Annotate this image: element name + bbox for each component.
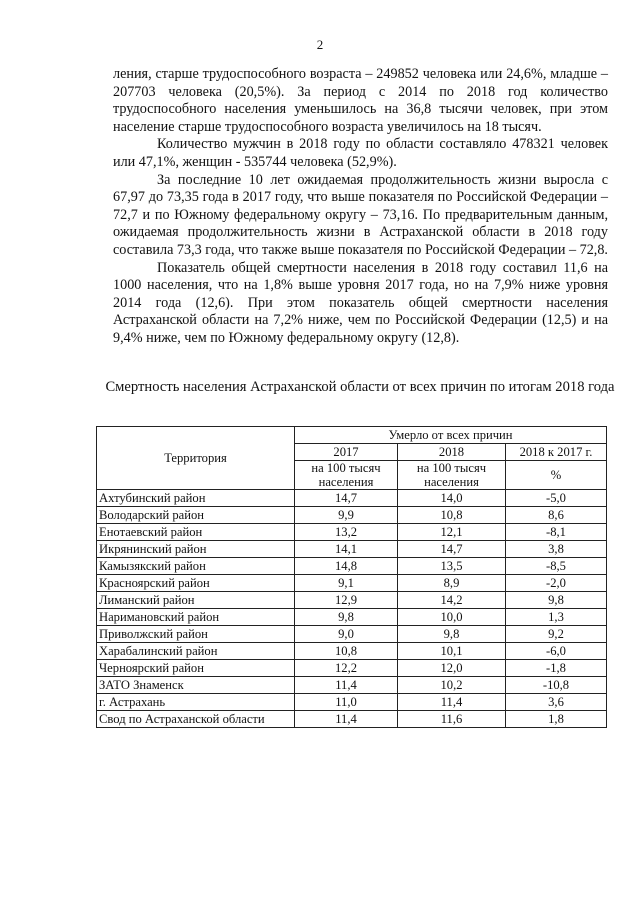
cell-2018: 12,1 <box>398 524 506 541</box>
table-row <box>97 660 607 677</box>
cell-pct: 1,8 <box>506 711 607 728</box>
cell-2017: 9,9 <box>295 507 398 524</box>
cell-territory: Енотаевский район <box>97 524 295 541</box>
cell-territory: Приволжский район <box>97 626 295 643</box>
cell-pct: -6,0 <box>506 643 607 660</box>
cell-pct: -8,5 <box>506 558 607 575</box>
table-row <box>97 711 607 728</box>
table-row <box>97 643 607 660</box>
cell-2018: 11,4 <box>398 694 506 711</box>
cell-2018: 10,2 <box>398 677 506 694</box>
table-row <box>97 609 607 626</box>
table-header-row <box>97 427 607 444</box>
table-row <box>97 524 607 541</box>
table-title: Смертность населения Астраханской области от всех причин по итогам 2018 года <box>105 379 615 395</box>
cell-pct: 1,3 <box>506 609 607 626</box>
cell-2017: 10,8 <box>295 643 398 660</box>
cell-2018: 9,8 <box>398 626 506 643</box>
header-2017: 2017 <box>295 444 398 461</box>
table-row <box>97 541 607 558</box>
cell-territory: г. Астрахань <box>97 694 295 711</box>
cell-pct: -5,0 <box>506 490 607 507</box>
cell-pct: -10,8 <box>506 677 607 694</box>
cell-pct: 3,8 <box>506 541 607 558</box>
table-row <box>97 507 607 524</box>
cell-territory: ЗАТО Знаменск <box>97 677 295 694</box>
paragraph: Количество мужчин в 2018 году по области составляло 478321 человек или 47,1%, женщин - 535744 человека (52,9%). <box>113 136 608 170</box>
cell-2018: 8,9 <box>398 575 506 592</box>
cell-2018: 14,7 <box>398 541 506 558</box>
cell-territory: Харабалинский район <box>97 643 295 660</box>
unit-2018: на 100 тысяч населения <box>398 461 506 490</box>
cell-2017: 9,0 <box>295 626 398 643</box>
cell-2017: 11,4 <box>295 711 398 728</box>
cell-2018: 10,0 <box>398 609 506 626</box>
cell-pct: 9,2 <box>506 626 607 643</box>
cell-territory: Лиманский район <box>97 592 295 609</box>
unit-2017: на 100 тысяч населения <box>295 461 398 490</box>
cell-2017: 13,2 <box>295 524 398 541</box>
cell-2017: 11,0 <box>295 694 398 711</box>
cell-territory: Володарский район <box>97 507 295 524</box>
cell-2018: 14,2 <box>398 592 506 609</box>
cell-pct: -1,8 <box>506 660 607 677</box>
cell-territory: Камызякский район <box>97 558 295 575</box>
cell-2017: 9,8 <box>295 609 398 626</box>
table-row <box>97 575 607 592</box>
cell-pct: 3,6 <box>506 694 607 711</box>
cell-territory: Свод по Астраханской области <box>97 711 295 728</box>
cell-2017: 12,9 <box>295 592 398 609</box>
table-row <box>97 558 607 575</box>
header-2018: 2018 <box>398 444 506 461</box>
mortality-table <box>96 426 607 728</box>
cell-2017: 11,4 <box>295 677 398 694</box>
table-row <box>97 592 607 609</box>
cell-pct: -8,1 <box>506 524 607 541</box>
table-row <box>97 677 607 694</box>
header-ratio: 2018 к 2017 г. <box>506 444 607 461</box>
cell-2018: 13,5 <box>398 558 506 575</box>
cell-2018: 10,1 <box>398 643 506 660</box>
cell-2017: 14,7 <box>295 490 398 507</box>
page-number: 2 <box>316 37 324 52</box>
cell-pct: -2,0 <box>506 575 607 592</box>
unit-ratio: % <box>506 461 607 490</box>
cell-pct: 8,6 <box>506 507 607 524</box>
cell-territory: Икрянинский район <box>97 541 295 558</box>
cell-2017: 14,8 <box>295 558 398 575</box>
cell-territory: Красноярский район <box>97 575 295 592</box>
paragraph: Показатель общей смертности населения в 2018 году составил 11,6 на 1000 населения, что на 1,8% выше уровня 2017 года, но на 7,9% ниже уровня 2014 года (12,6). При этом показатель общей смертности населения Астраханской области на 7,2% ниже, чем по Российской Федерации (12,5) и на 9,4% ниже, чем по Южному федеральному округу (12,8). <box>113 259 608 346</box>
cell-2017: 12,2 <box>295 660 398 677</box>
table-row <box>97 490 607 507</box>
table-row <box>97 626 607 643</box>
cell-2018: 10,8 <box>398 507 506 524</box>
table-row <box>97 694 607 711</box>
cell-territory: Черноярский район <box>97 660 295 677</box>
cell-2018: 14,0 <box>398 490 506 507</box>
paragraph: ления, старше трудоспособного возраста – 249852 человека или 24,6%, младше – 207703 человека (20,5%). За период с 2014 по 2018 год количество трудоспособного населения уменьшилось на 36,8 тысячи человек, при этом население старше трудоспособного возраста увеличилось на 18 тысяч. <box>113 66 608 135</box>
cell-territory: Ахтубинский район <box>97 490 295 507</box>
cell-pct: 9,8 <box>506 592 607 609</box>
body-text <box>113 66 608 348</box>
cell-2017: 14,1 <box>295 541 398 558</box>
cell-2017: 9,1 <box>295 575 398 592</box>
paragraph: За последние 10 лет ожидаемая продолжительность жизни выросла с 67,97 до 73,35 года в 2017 году, что выше показателя по Российской Федерации – 72,7 и по Южному федеральному округу – 73,16. По предварительным данным, ожидаемая продолжительность жизни в Астраханской области в 2018 году составила 73,3 года, что также выше показателя по Российской Федерации – 72,8. <box>113 171 608 258</box>
header-group: Умерло от всех причин <box>295 427 607 444</box>
cell-2018: 11,6 <box>398 711 506 728</box>
header-territory: Территория <box>97 427 295 490</box>
cell-territory: Наримановский район <box>97 609 295 626</box>
cell-2018: 12,0 <box>398 660 506 677</box>
